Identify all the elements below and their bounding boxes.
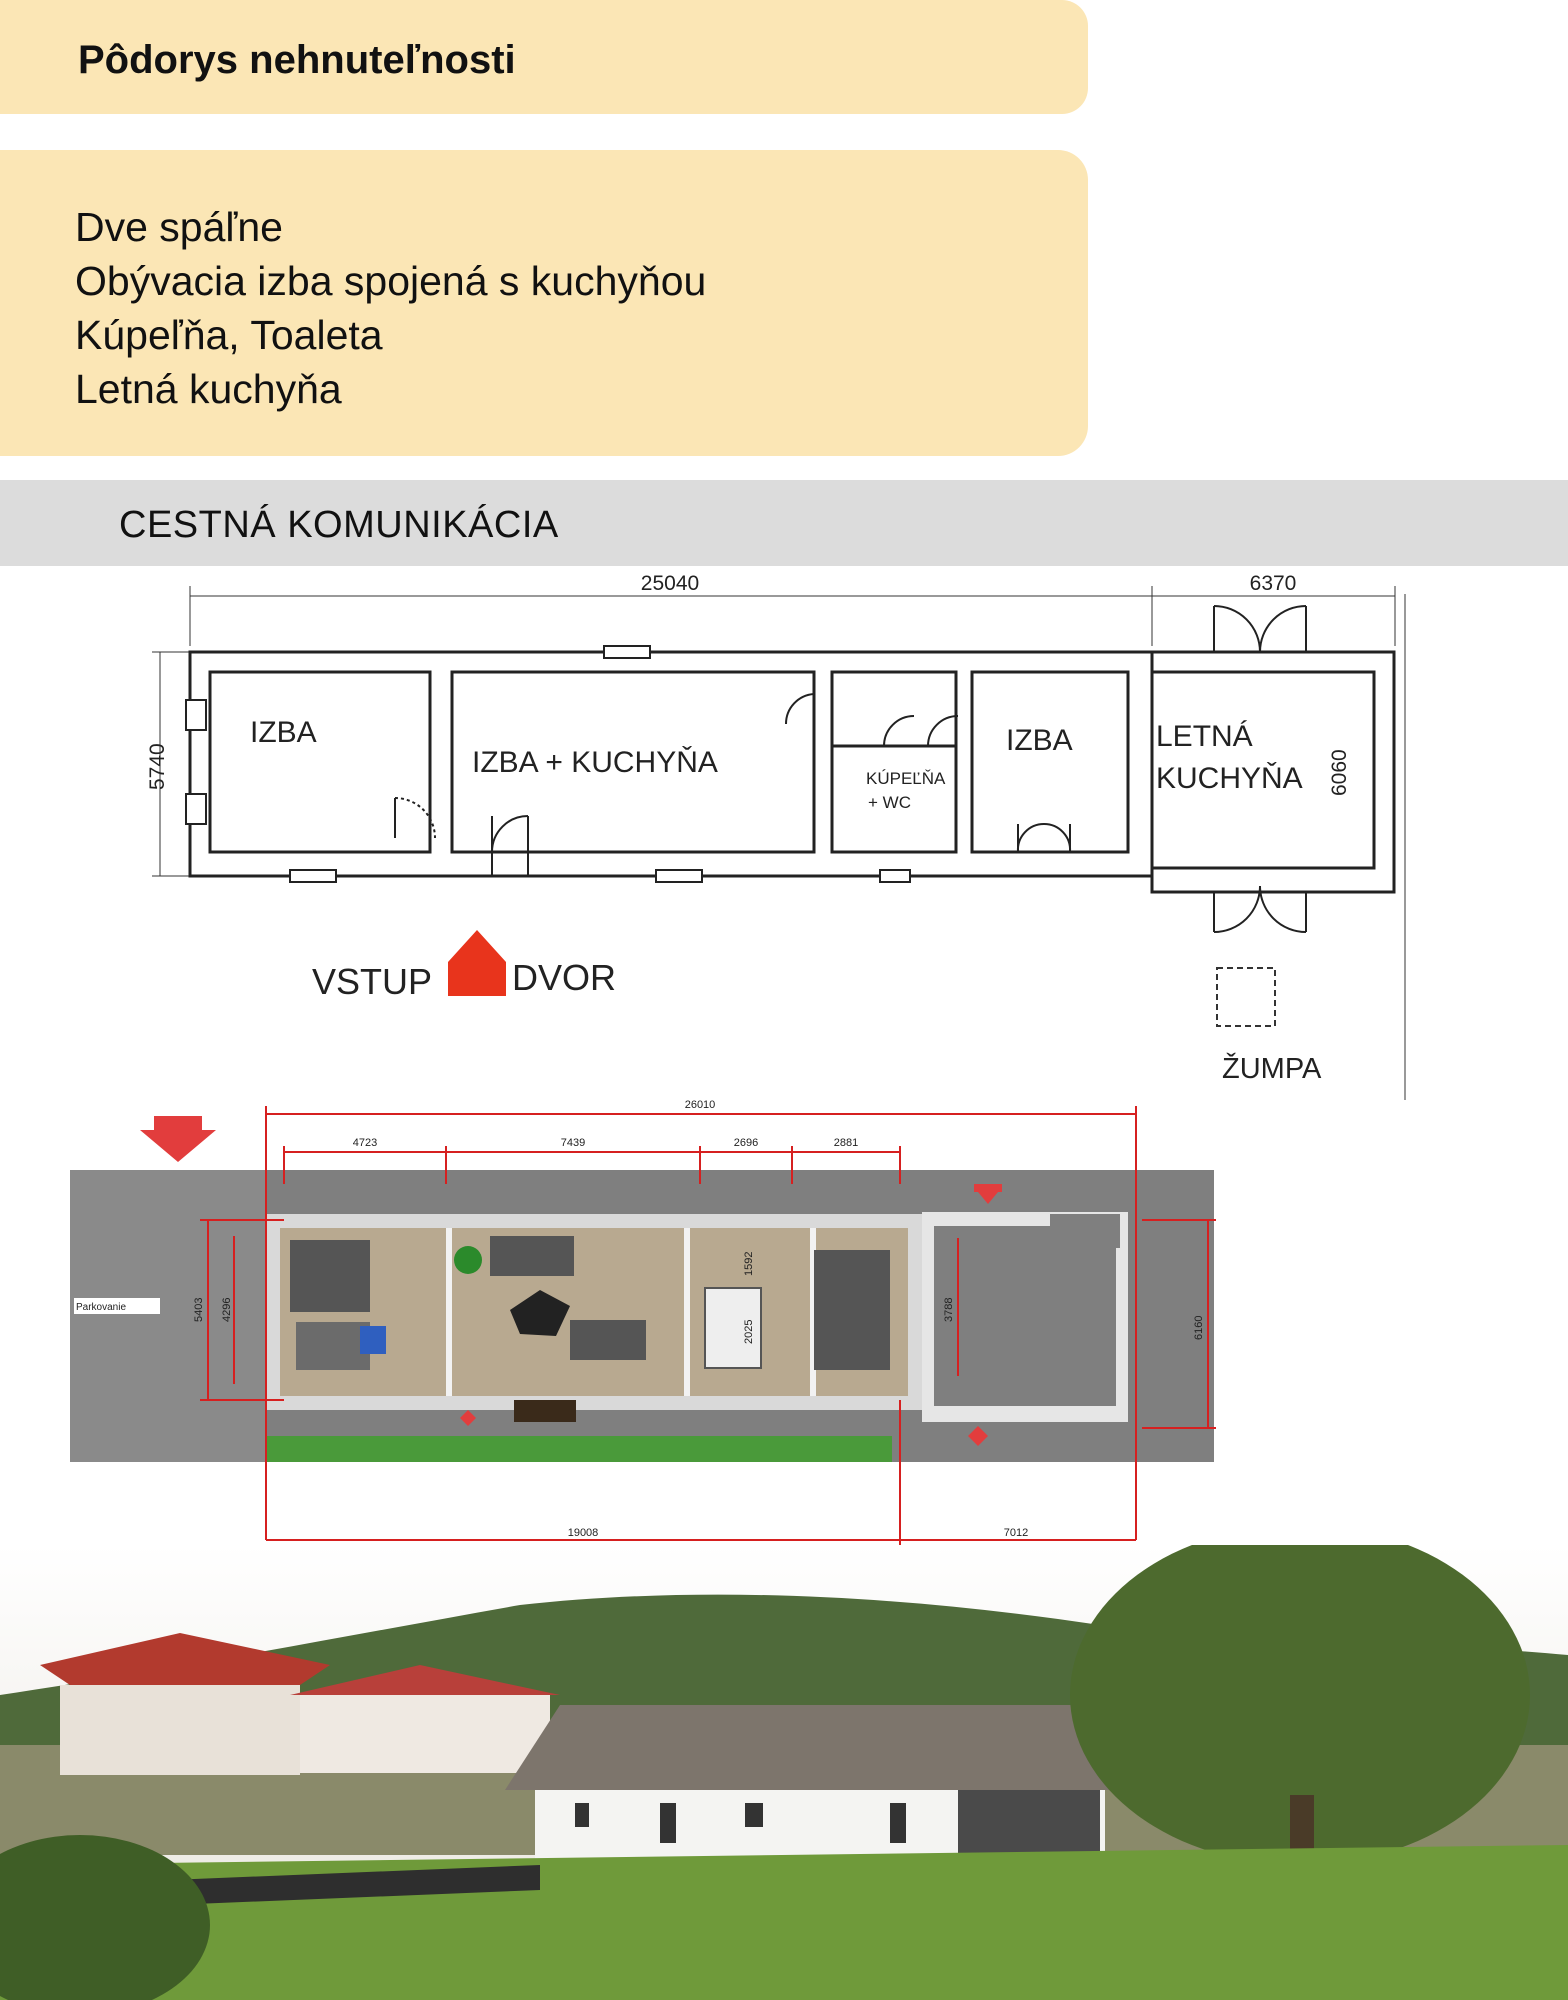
room-label: LETNÁ xyxy=(1156,720,1253,753)
title-panel xyxy=(0,0,1088,114)
render-dim-d: 2881 xyxy=(833,1137,859,1149)
entrance-marker-icon xyxy=(448,930,506,996)
room-label: KUCHYŇA xyxy=(1156,762,1303,795)
road-label: CESTNÁ KOMUNIKÁCIA xyxy=(119,504,559,546)
render-dim-stair-2: 2025 xyxy=(743,1319,755,1344)
dim-summer: 6370 xyxy=(1249,572,1297,595)
room-label: IZBA xyxy=(1006,724,1073,757)
feature-item: Kúpeľňa, Toaleta xyxy=(75,312,383,358)
septic-label: ŽUMPA xyxy=(1222,1053,1322,1085)
features-list xyxy=(75,200,706,416)
yard-label: DVOR xyxy=(512,957,617,998)
features-panel xyxy=(0,150,1088,456)
room-label: IZBA + KUCHYŇA xyxy=(472,746,718,779)
render-dim-stair-1: 1592 xyxy=(743,1251,755,1276)
render-dim-left-inner: 4296 xyxy=(221,1297,233,1322)
render-dim-bottom-left: 19008 xyxy=(567,1527,599,1539)
room-label: KÚPEĽŇA xyxy=(866,769,946,788)
feature-item: Dve spáľne xyxy=(75,204,283,250)
dim-depth: 5740 xyxy=(146,743,169,790)
dim-summer-depth: 6060 xyxy=(1328,749,1351,796)
feature-item: Obývacia izba spojená s kuchyňou xyxy=(75,258,707,304)
render-dim-left-outer: 5403 xyxy=(193,1297,205,1322)
render-dim-a: 4723 xyxy=(352,1137,378,1149)
entrance-label: VSTUP xyxy=(312,961,433,1002)
render-dim-right-inner: 3788 xyxy=(943,1297,955,1322)
room-label: + WC xyxy=(868,793,911,812)
render-dim-b: 7439 xyxy=(560,1137,586,1149)
render-dim-right-outer: 6160 xyxy=(1193,1315,1205,1340)
render-dim-bottom-right: 7012 xyxy=(1003,1527,1029,1539)
floor-plan xyxy=(0,566,1568,1100)
aerial-photo xyxy=(0,1545,1568,2000)
dim-total: 25040 xyxy=(640,572,700,595)
feature-item: Letná kuchyňa xyxy=(75,366,342,412)
rendered-layout xyxy=(70,1100,1216,1552)
room-label: IZBA xyxy=(250,716,317,749)
road-band xyxy=(0,480,1568,566)
parking-label: Parkovanie xyxy=(76,1302,127,1313)
render-dim-top: 26010 xyxy=(684,1100,716,1111)
page-title: Pôdorys nehnuteľnosti xyxy=(78,38,516,82)
render-dim-c: 2696 xyxy=(733,1137,759,1149)
